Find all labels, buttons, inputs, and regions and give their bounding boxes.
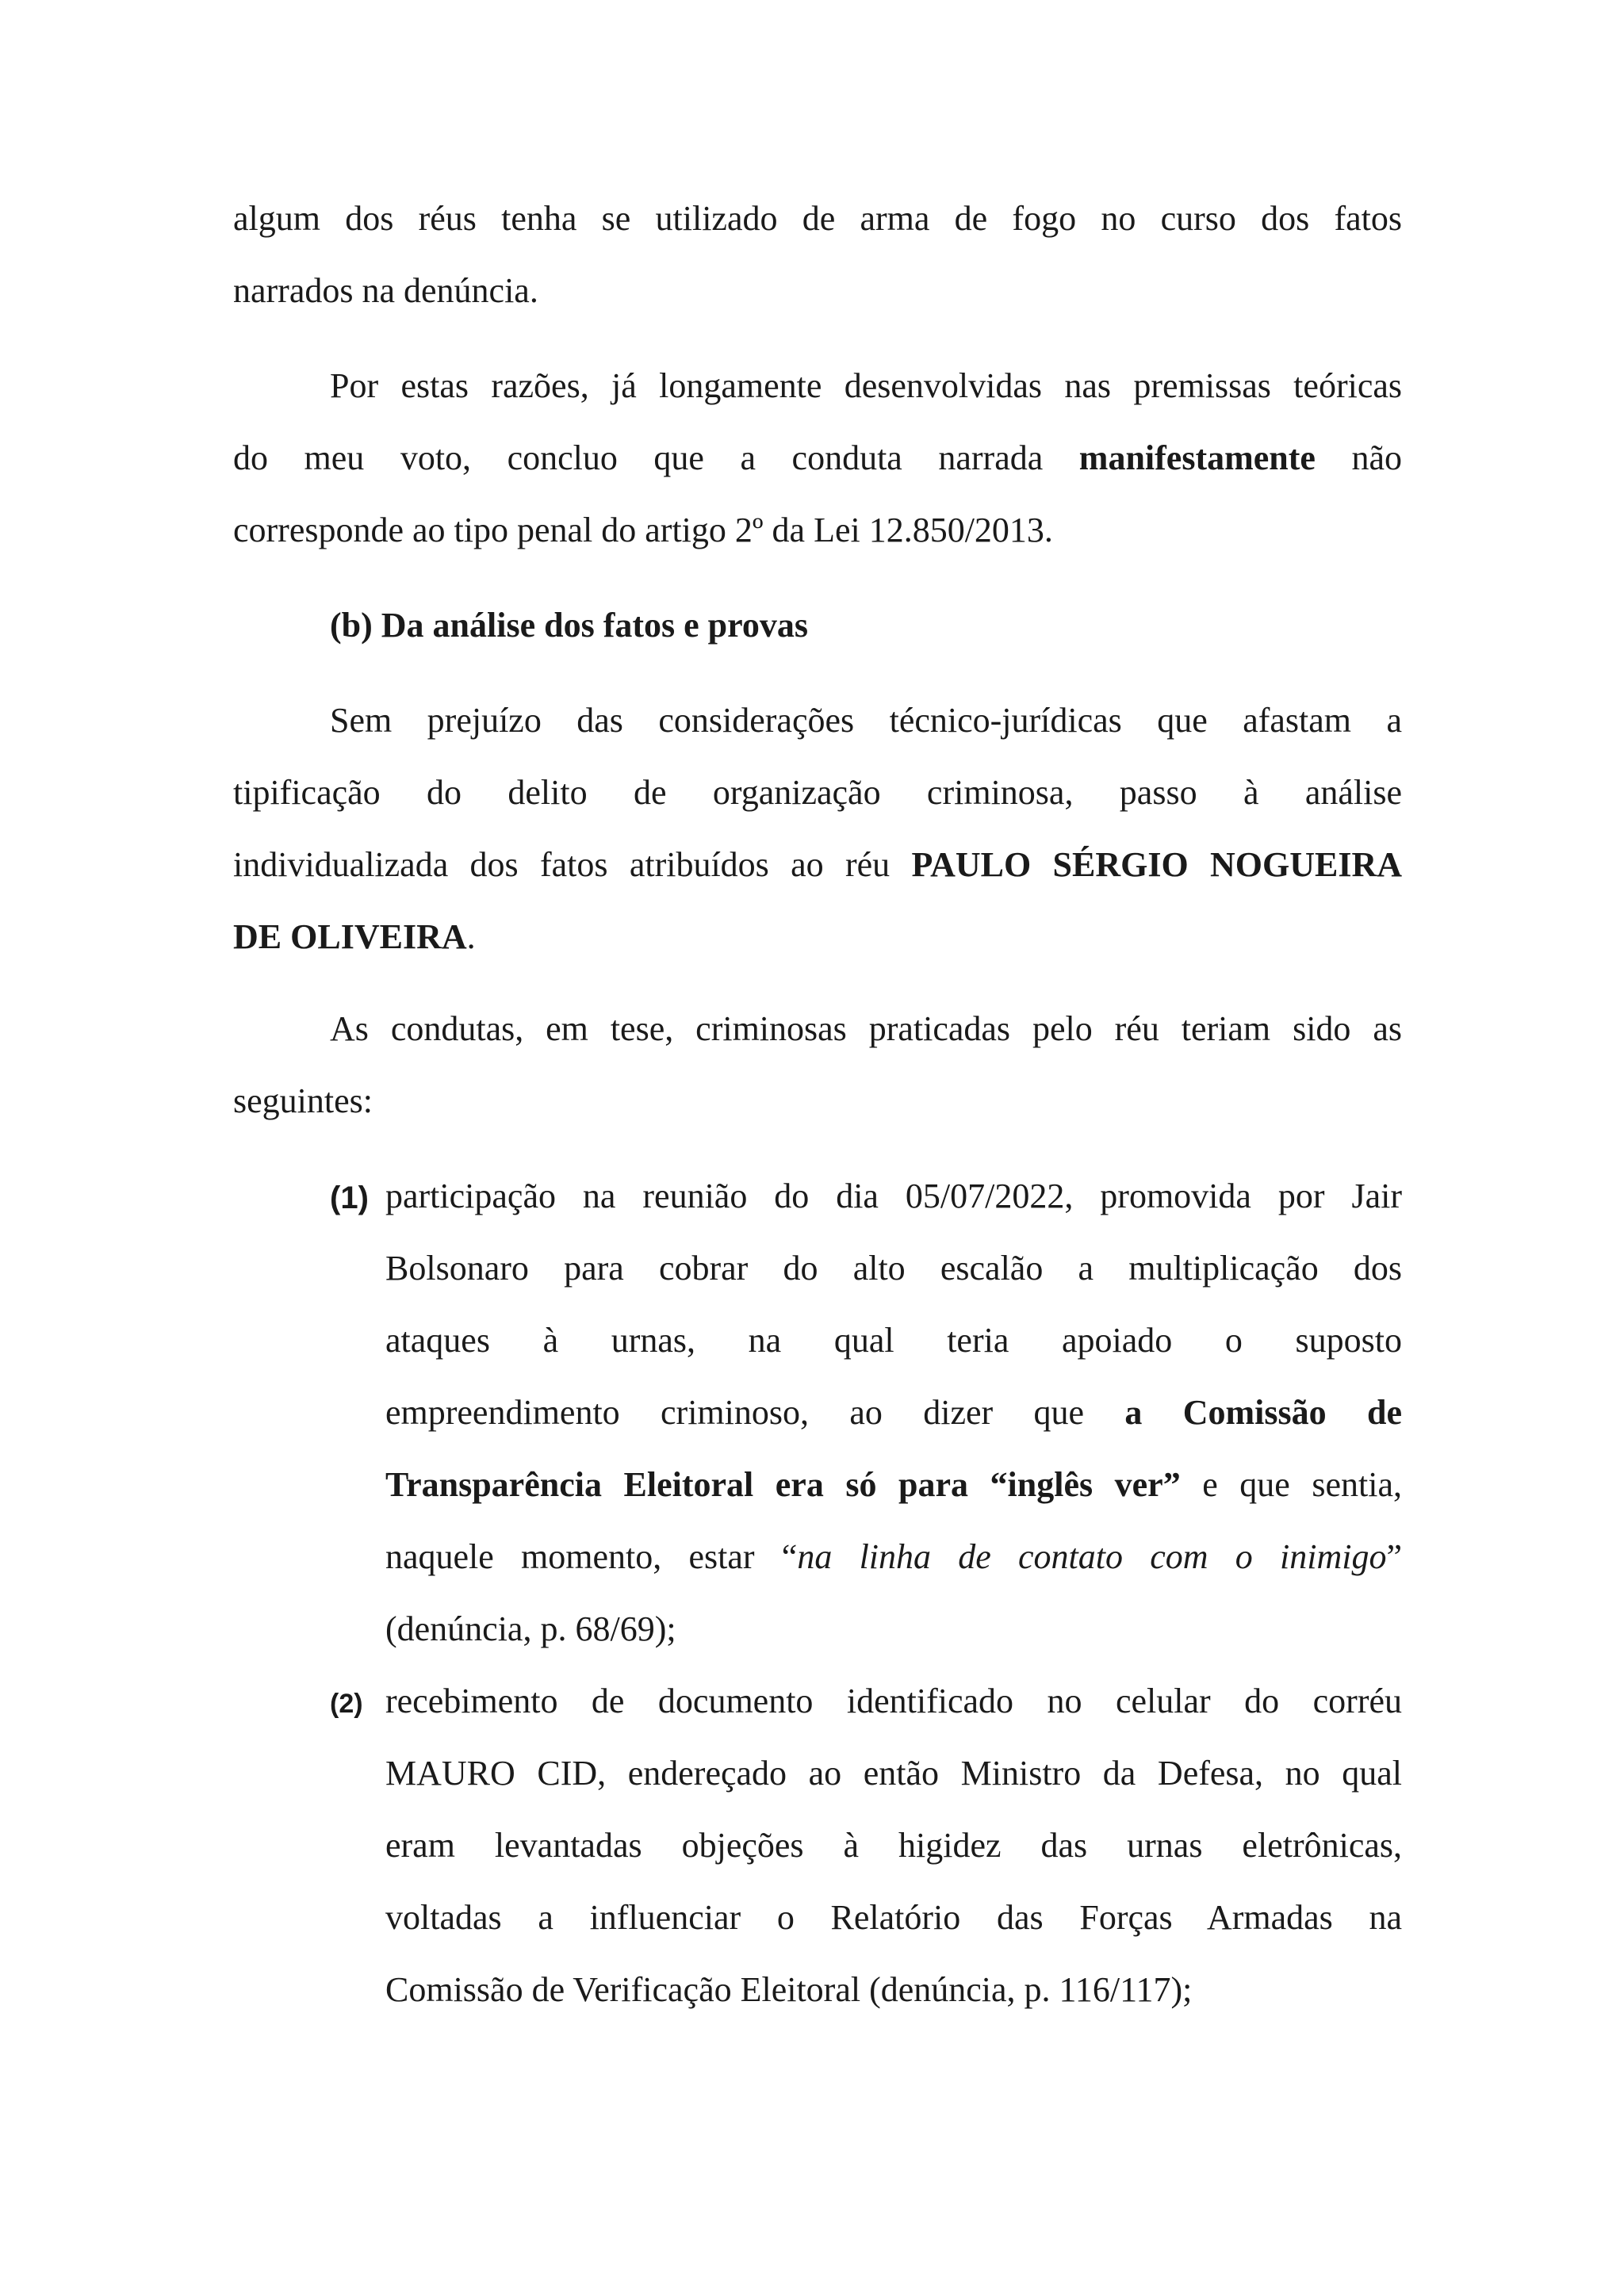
paragraph-3-line-4-end: . bbox=[466, 917, 476, 956]
paragraph-3-line-2: tipificação do delito de organização criminosa, passo à análise bbox=[233, 773, 1402, 812]
list-item-2-line-5: Comissão de Verificação Eleitoral (denúncia, p. 116/117); bbox=[385, 1970, 1193, 2009]
list-item-2-line-2: MAURO CID, endereçado ao então Ministro da Defesa, no qual bbox=[385, 1754, 1402, 1793]
list-item-2-number: (2) bbox=[330, 1689, 363, 1719]
paragraph-2-line-2-end: não bbox=[1315, 438, 1403, 477]
list-item-1-line-5-end: e que sentia, bbox=[1180, 1465, 1402, 1504]
list-item-1-line-4-start: empreendimento criminoso, ao dizer que bbox=[385, 1393, 1125, 1432]
defendant-name-part-1: PAULO SÉRGIO NOGUEIRA bbox=[911, 845, 1402, 884]
list-item-1-line-3: ataques à urnas, na qual teria apoiado o suposto bbox=[385, 1321, 1402, 1360]
paragraph-2-line-3: corresponde ao tipo penal do artigo 2º da Lei 12.850/2013. bbox=[233, 511, 1053, 549]
section-heading-label: (b) Da análise dos fatos e provas bbox=[330, 606, 809, 645]
paragraph-2-line-2-start: do meu voto, concluo que a conduta narrada bbox=[233, 438, 1079, 477]
paragraph-3-line-4 bbox=[233, 917, 476, 956]
list-item-1-line-6-start: naquele momento, estar “ bbox=[385, 1537, 798, 1576]
paragraph-1-line-1: algum dos réus tenha se utilizado de arma de fogo no curso dos fatos bbox=[233, 199, 1402, 238]
list-item-1-line-2: Bolsonaro para cobrar do alto escalão a multiplicação dos bbox=[385, 1249, 1402, 1288]
list-item-1-line-5 bbox=[385, 1465, 1402, 1504]
list-item-1-bold-phrase-1: a Comissão de bbox=[1124, 1393, 1403, 1432]
paragraph-3-line-1: Sem prejuízo das considerações técnico-jurídicas que afastam a bbox=[330, 701, 1402, 740]
paragraph-2-line-2 bbox=[233, 438, 1403, 477]
emphasis-manifestamente: manifestamente bbox=[1078, 438, 1316, 477]
list-item-1-line-1: participação na reunião do dia 05/07/2022, promovida por Jair bbox=[385, 1177, 1402, 1215]
section-heading-text bbox=[330, 608, 1402, 643]
list-item-2-line-4: voltadas a influenciar o Relatório das Forças Armadas na bbox=[385, 1898, 1402, 1937]
paragraph-4-line-1: As condutas, em tese, criminosas praticadas pelo réu teriam sido as bbox=[330, 1009, 1402, 1048]
paragraph-1-line-2: narrados na denúncia. bbox=[233, 271, 538, 310]
paragraph-3-line-3 bbox=[233, 845, 1402, 884]
list-item-2-line-3: eram levantadas objeções à higidez das urnas eletrônicas, bbox=[385, 1826, 1402, 1865]
list-item-2-line-1: recebimento de documento identificado no celular do corréu bbox=[385, 1682, 1402, 1720]
list-item-1-line-6-end: ” bbox=[1386, 1537, 1402, 1576]
paragraph-2-line-1: Por estas razões, já longamente desenvolvidas nas premissas teóricas bbox=[330, 366, 1402, 405]
list-item-1-line-7: (denúncia, p. 68/69); bbox=[385, 1609, 676, 1648]
defendant-name-part-2: DE OLIVEIRA bbox=[233, 917, 467, 956]
list-item-1-line-6 bbox=[385, 1537, 1402, 1576]
list-item-1-bold-phrase-2: Transparência Eleitoral era só para “inglês ver” bbox=[385, 1465, 1181, 1504]
paragraph-3-line-3-start: individualizada dos fatos atribuídos ao réu bbox=[233, 845, 912, 884]
paragraph-4-line-2: seguintes: bbox=[233, 1081, 373, 1120]
list-item-1-number: (1) bbox=[330, 1181, 369, 1215]
list-item-1-line-4 bbox=[385, 1395, 1402, 1430]
list-item-1-quote: na linha de contato com o inimigo bbox=[797, 1537, 1387, 1576]
